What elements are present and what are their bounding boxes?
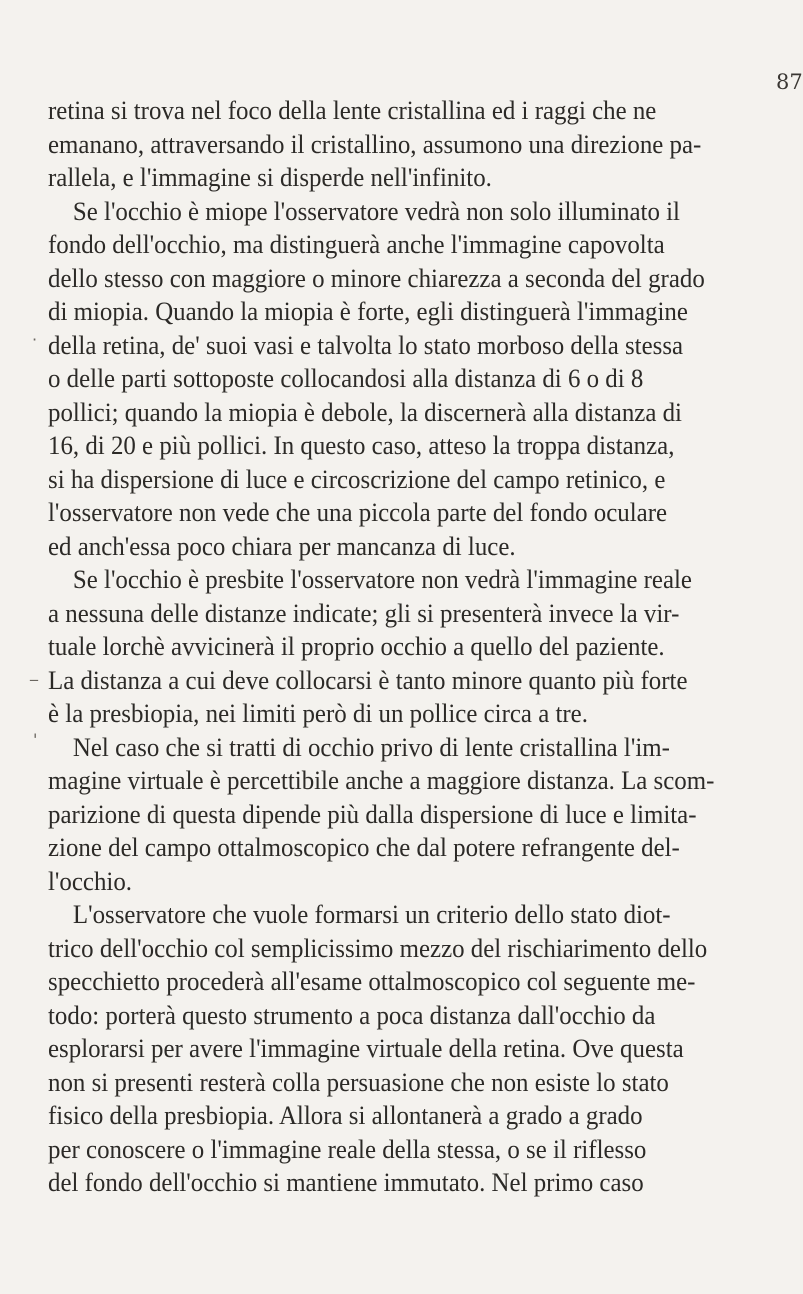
text-line: tuale lorchè avvicinerà il proprio occhio a quello del paziente. xyxy=(48,632,665,661)
text-line: di miopia. Quando la miopia è forte, egli distinguerà l'immagine xyxy=(48,297,688,326)
text-line: esplorarsi per avere l'immagine virtuale della retina. Ove questa xyxy=(48,1034,684,1063)
text-line: zione del campo ottalmoscopico che dal potere refrangente del- xyxy=(48,833,680,862)
margin-dot-mark: · xyxy=(32,330,38,349)
margin-dash-mark: _ xyxy=(30,662,38,681)
body-text xyxy=(48,94,800,1200)
text-line: emanano, attraversando il cristallino, assumono una direzione pa- xyxy=(48,129,702,159)
text-line: Nel caso che si tratti di occhio privo di lente cristallina l'im- xyxy=(48,732,670,762)
page-number: 87 xyxy=(776,70,803,94)
text-line: l'osservatore non vede che una piccola parte del fondo oculare xyxy=(48,498,668,527)
text-line: fondo dell'occhio, ma distinguerà anche l'immagine capovolta xyxy=(48,230,665,259)
text-line: 16, di 20 e più pollici. In questo caso, atteso la troppa distanza, xyxy=(48,431,675,460)
margin-tick-mark: ' xyxy=(33,730,38,749)
text-line: L'osservatore che vuole formarsi un criterio dello stato diot- xyxy=(48,900,671,929)
text-line: todo: porterà questo strumento a poca distanza dall'occhio da xyxy=(48,1000,656,1030)
text-line: magine virtuale è percettibile anche a maggiore distanza. La scom- xyxy=(48,766,715,795)
text-line: dello stesso con maggiore o minore chiarezza a seconda del grado xyxy=(48,263,705,293)
text-line: specchietto procederà all'esame ottalmoscopico col seguente me- xyxy=(48,967,696,996)
text-line: per conoscere o l'immagine reale della stessa, o se il riflesso xyxy=(48,1134,647,1164)
text-line: parizione di questa dipende più dalla dispersione di luce e limita- xyxy=(48,799,697,829)
text-line: della retina, de' suoi vasi e talvolta lo stato morboso della stessa xyxy=(48,330,684,360)
text-line: rallela, e l'immagine si disperde nell'infinito. xyxy=(48,163,492,192)
text-line: fisico della presbiopia. Allora si allontanerà a grado a grado xyxy=(48,1101,643,1130)
text-line: o delle parti sottoposte collocandosi alla distanza di 6 o di 8 xyxy=(48,364,644,393)
text-line: ed anch'essa poco chiara per mancanza di luce. xyxy=(48,531,516,561)
text-line: è la presbiopia, nei limiti però di un pollice circa a tre. xyxy=(48,699,588,728)
text-line: La distanza a cui deve collocarsi è tanto minore quanto più forte xyxy=(48,665,688,695)
text-line: Se l'occhio è presbite l'osservatore non vedrà l'immagine reale xyxy=(48,565,692,594)
text-line: trico dell'occhio col semplicissimo mezzo del rischiarimento dello xyxy=(48,933,708,963)
text-line: l'occhio. xyxy=(48,866,132,896)
text-line: si ha dispersione di luce e circoscrizione del campo retinico, e xyxy=(48,464,666,494)
text-line: non si presenti resterà colla persuasione che non esiste lo stato xyxy=(48,1067,669,1097)
text-line: pollici; quando la miopia è debole, la discernerà alla distanza di xyxy=(48,397,682,427)
text-line: del fondo dell'occhio si mantiene immutato. Nel primo caso xyxy=(48,1168,644,1197)
text-line: retina si trova nel foco della lente cristallina ed i raggi che ne xyxy=(48,96,657,125)
text-line: a nessuna delle distanze indicate; gli si presenterà invece la vir- xyxy=(48,598,680,628)
text-line: Se l'occhio è miope l'osservatore vedrà non solo illuminato il xyxy=(48,196,680,226)
